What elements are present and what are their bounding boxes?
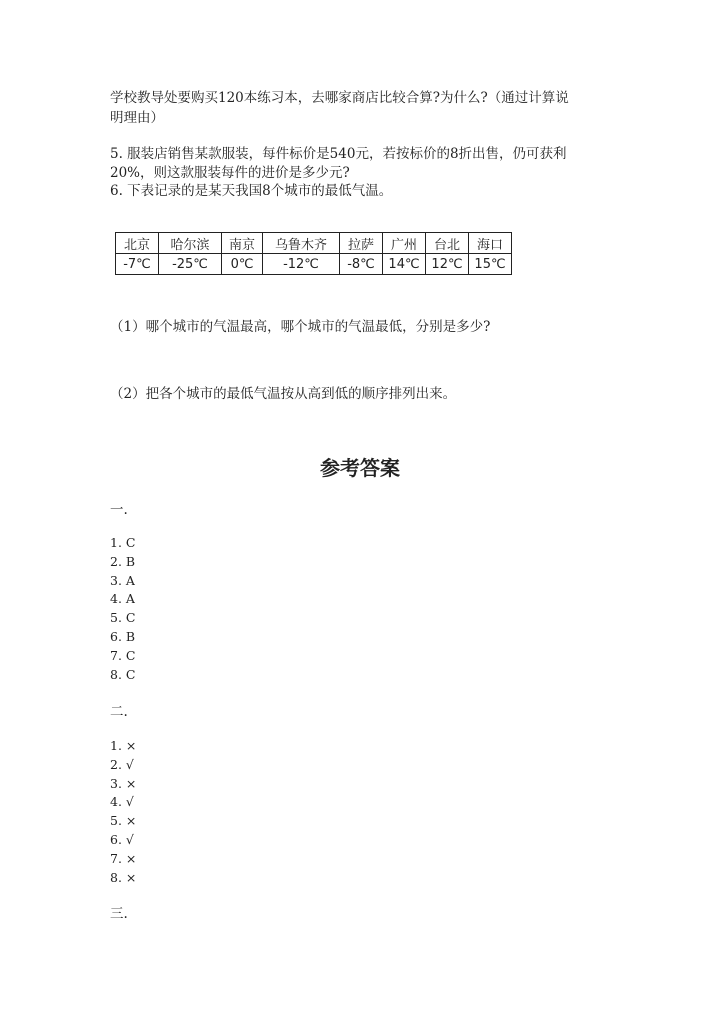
city-cell: 拉萨 [340, 233, 383, 254]
answer-item: 4. √ [110, 794, 134, 810]
temp-cell: -8℃ [340, 254, 383, 275]
city-cell: 乌鲁木齐 [263, 233, 340, 254]
city-cell: 南京 [222, 233, 263, 254]
intro-line-1: 学校教导处要购买120本练习本，去哪家商店比较合算?为什么?（通过计算说 [110, 90, 569, 106]
answer-item: 7. × [110, 850, 137, 866]
answer-item: 2. √ [110, 756, 134, 772]
city-cell: 海口 [469, 233, 512, 254]
answer-item: 6. B [110, 628, 136, 644]
temp-cell: 14℃ [383, 254, 426, 275]
temp-cell: 0℃ [222, 254, 263, 275]
answer-item: 7. C [110, 647, 136, 663]
answer-item: 2. B [110, 553, 136, 569]
section-2-heading: 二. [110, 704, 128, 720]
city-cell: 哈尔滨 [159, 233, 222, 254]
answer-item: 8. C [110, 666, 136, 682]
section-2-answers [110, 737, 136, 887]
temperature-row [116, 254, 512, 275]
intro-line-2: 明理由） [110, 110, 164, 126]
temp-cell: 15℃ [469, 254, 512, 275]
question-5-line-1: 5. 服装店销售某款服装，每件标价是540元，若按标价的8折出售，仍可获利 [110, 146, 567, 162]
question-5-line-2: 20%，则这款服装每件的进价是多少元? [110, 165, 350, 181]
temp-cell: -7℃ [116, 254, 159, 275]
answer-item: 1. × [110, 738, 137, 753]
answer-item: 5. C [110, 610, 136, 626]
section-3-heading: 三. [110, 906, 128, 922]
answer-item: 3. × [110, 775, 137, 791]
temp-cell: -12℃ [263, 254, 340, 275]
city-cell: 广州 [383, 233, 426, 254]
section-1-answers [110, 534, 135, 684]
section-1-heading: 一. [110, 502, 128, 518]
answer-item: 6. √ [110, 831, 134, 847]
sub-question-2: （2）把各个城市的最低气温按从高到低的顺序排列出来。 [110, 386, 457, 402]
answer-item: 3. A [110, 572, 135, 588]
answer-item: 8. × [110, 869, 137, 885]
sub-question-1: （1）哪个城市的气温最高，哪个城市的气温最低，分别是多少? [110, 319, 491, 335]
answer-item: 4. A [110, 591, 135, 607]
city-cell: 台北 [426, 233, 469, 254]
answer-item: 1. C [110, 535, 136, 550]
temp-cell: -25℃ [159, 254, 222, 275]
city-cell: 北京 [116, 233, 159, 254]
question-6: 6. 下表记录的是某天我国8个城市的最低气温。 [110, 183, 393, 199]
temperature-table [115, 232, 512, 275]
answer-item: 5. × [110, 813, 137, 829]
temp-cell: 12℃ [426, 254, 469, 275]
answers-title: 参考答案 [320, 456, 400, 480]
city-row [116, 233, 512, 254]
